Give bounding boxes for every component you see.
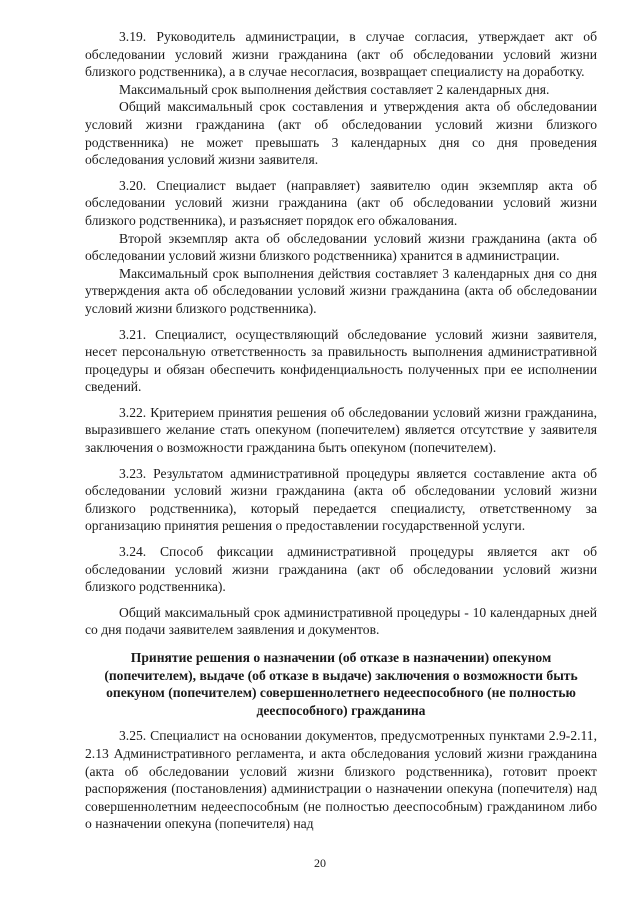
paragraph-total-term: Общий максимальный срок составления и утверждения акта об обследовании условий жизни гражданина (акт об обследовании условий жизни близкого родственника) не может превышать 3 календарных дня со дня проведения обследования условий жизни заявителя. bbox=[85, 99, 597, 168]
page-number: 20 bbox=[314, 856, 326, 870]
paragraph-3-23: 3.23. Результатом административной процедуры является составление акта об обследовании условий жизни гражданина (акта об обследовании условий жизни близкого родственника), который передается специалисту, ответственному за организацию принятия решения о предоставлении государственной услуги. bbox=[85, 465, 597, 534]
paragraph-3-24: 3.24. Способ фиксации административной процедуры является акт об обследовании условий жизни гражданина (акт об обследовании условий жизни близкого родственника). bbox=[85, 544, 597, 595]
paragraph-second-copy: Второй экземпляр акта об обследовании условий жизни гражданина (акта об обследовании условий жизни близкого родственника) хранится в администрации. bbox=[85, 230, 597, 264]
paragraph-3-20: 3.20. Специалист выдает (направляет) заявителю один экземпляр акта об обследовании условий жизни гражданина (акт об обследовании условий жизни близкого родственника), и разъясняет порядок его обжалования. bbox=[85, 177, 597, 228]
paragraph-3-22: 3.22. Критерием принятия решения об обследовании условий жизни гражданина, выразившего желание стать опекуном (попечителем) является отсутствие у заявителя заключения о возможности гражданина быть опекуном (попечителем). bbox=[85, 404, 597, 456]
section-heading: Принятие решения о назначении (об отказе в назначении) опекуном (попечителем), выдаче (об отказе в выдаче) заключения о возможности быть опекуном (попечителем) совершеннолетнего недееспособного (не полностью дееспособного) гражданина bbox=[104, 650, 578, 718]
paragraph-3-25: 3.25. Специалист на основании документов, предусмотренных пунктами 2.9-2.11, 2.13 Административного регламента, и акта обследования условий жизни гражданина (акта об обследовании условий жизни близкого родственника), готовит проект распоряжения (постановления) администрации о назначении опекуна (попечителя) над совершеннолетним недееспособным (не полностью дееспособным) гражданином либо о назначении опекуна (попечителя) над bbox=[85, 728, 597, 832]
paragraph-max-term-3-days: Максимальный срок выполнения действия составляет 3 календарных дня со дня утверждения акта об обследовании условий жизни гражданина (акта об обследовании условий жизни близкого родственника). bbox=[85, 265, 597, 316]
paragraph-max-term-2-days: Максимальный срок выполнения действия составляет 2 календарных дня. bbox=[119, 81, 550, 97]
paragraph-3-19: 3.19. Руководитель администрации, в случае согласия, утверждает акт об обследовании условий жизни гражданина (акт об обследовании условий жизни близкого родственника), а в случае несогласия, возвращает специалисту на доработку. bbox=[85, 29, 597, 80]
paragraph-3-21: 3.21. Специалист, осуществляющий обследование условий жизни заявителя, несет персональную ответственность за правильность выполнения административной процедуры и обязан обеспечить конфиденциальность полученных при ее исполнении сведений. bbox=[85, 326, 597, 395]
paragraph-total-procedure-term: Общий максимальный срок административной процедуры - 10 календарных дней со дня подачи заявителем заявления и документов. bbox=[85, 604, 597, 638]
document-body bbox=[85, 28, 597, 833]
